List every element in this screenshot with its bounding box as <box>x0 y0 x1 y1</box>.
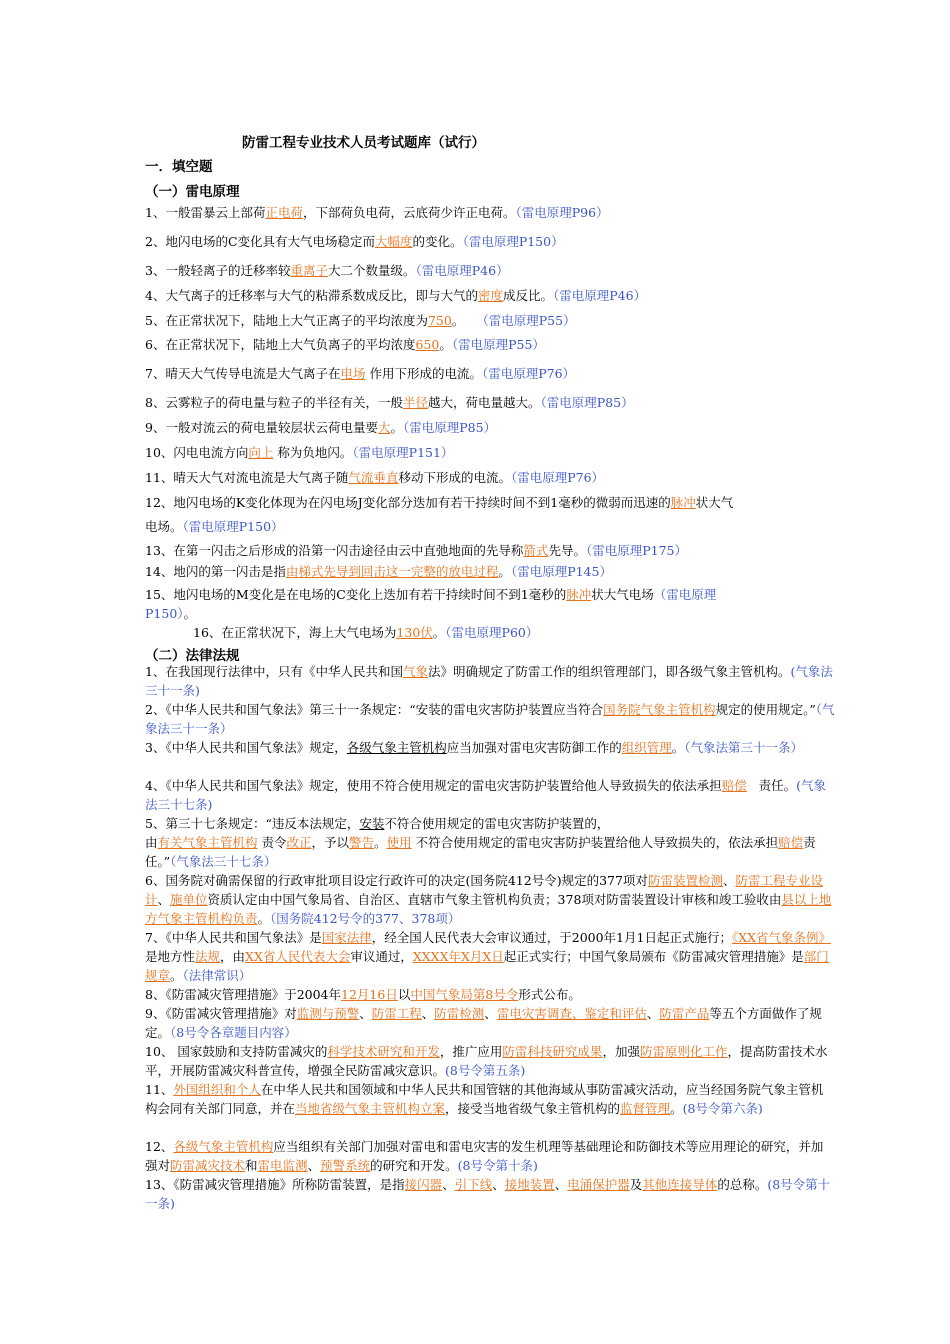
reference: （雷电原理P175） <box>585 543 687 558</box>
answer: 组织管理 <box>621 740 672 755</box>
underlined-text: 各级气象主管机构 <box>346 740 447 755</box>
answer: 密度 <box>477 288 503 303</box>
reference: (8号令第十条) <box>457 1158 538 1173</box>
answer: 其他连接导体 <box>642 1177 718 1192</box>
answer: 气象 <box>402 664 428 679</box>
question-item: 16、在正常状况下，海上大气电场为130伏。（雷电原理P60） <box>193 625 539 640</box>
reference: （气象法三十七条） <box>170 854 277 869</box>
answer: 监督管理 <box>620 1101 671 1116</box>
answer: 防雷原则化工作 <box>639 1044 728 1059</box>
answer: 雷电灾害调查、鉴定和评估 <box>496 1006 647 1021</box>
question-item-continuation: 电场。（雷电原理P150） <box>145 519 284 534</box>
answer: 接闪器 <box>404 1177 443 1192</box>
question-item: 15、地闪电场的M变化是在电场的C变化上迭加有若干持续时间不到1毫秒的脉冲状大气电场（雷电原理 <box>145 587 717 602</box>
question-item: 4、《中华人民共和国气象法》规定，使用不符合使用规定的雷电灾害防护装置给他人导致损失的依法承担赔偿 责任。(气象法三十七条) <box>145 778 827 812</box>
answer: 《XX省气象条例》 <box>731 930 832 945</box>
reference: （国务院412号令的377、378项） <box>270 911 461 926</box>
question-item: 13、《防雷减灾管理措施》所称防雷装置，是指接闪器、引下线、接地装置、电涌保护器及其他连接导体的总称。(8号令第十一条) <box>145 1177 831 1211</box>
answer: 由梯式先导到回击这一完整的放电过程 <box>285 564 499 579</box>
question-item: 7、晴天大气传导电流是大气离子在电场 作用下形成的电流。（雷电原理P76） <box>145 366 576 381</box>
answer: 650 <box>415 337 440 352</box>
answer: 正电荷 <box>265 205 303 220</box>
reference: （雷电原理P151） <box>352 445 454 460</box>
reference: （8号令各章题目内容） <box>170 1025 297 1040</box>
answer: 12月16日 <box>341 987 398 1002</box>
reference: (8号令第六条) <box>682 1101 763 1116</box>
answer: XXXX年X月X日 <box>412 949 504 964</box>
answer: 引下线 <box>454 1177 493 1192</box>
question-item: 13、在第一闪击之后形成的沿第一闪击途径由云中直弛地面的先导称箭式先导。（雷电原理P175） <box>145 543 687 558</box>
question-item: 3、《中华人民共和国气象法》规定，各级气象主管机构应当加强对雷电灾害防御工作的组织管理。（气象法第三十一条） <box>145 740 804 755</box>
answer: 预警系统 <box>320 1158 371 1173</box>
reference: (8号令第五条) <box>445 1063 526 1078</box>
answer: XX省人民代表大会 <box>245 949 351 964</box>
reference: （雷电原理P60） <box>445 625 539 640</box>
question-item: 10、 国家鼓励和支持防雷减灾的科学技术研究和开发，推广应用防雷科技研究成果，加强防雷原则化工作，提高防雷技术水平，开展防雷减灾科普宣传，增强全民防雷减灾意识。(8号令第五条) <box>145 1044 828 1078</box>
reference: （气象法第三十一条） <box>684 740 804 755</box>
answer: 当地省级气象主管机构立案 <box>295 1101 446 1116</box>
reference: (8号令第十一条) <box>145 1177 831 1211</box>
answer: 县以上地方气象主管机构负责 <box>145 892 832 926</box>
reference: （雷电原理P46） <box>553 288 647 303</box>
reference: （法律常识） <box>182 968 252 983</box>
reference: (气象法三十七条) <box>145 778 827 812</box>
answer: 箭式 <box>523 543 549 558</box>
answer: 防雷科技研究成果 <box>502 1044 603 1059</box>
reference: （雷电原理P150） <box>462 234 564 249</box>
answer: 重离子 <box>290 263 328 278</box>
answer: 130伏 <box>396 625 433 640</box>
answer: 赔偿 <box>778 835 804 850</box>
answer: 改正 <box>286 835 312 850</box>
underlined-text: 安装 <box>359 816 385 831</box>
answer: 电涌保护器 <box>567 1177 630 1192</box>
reference: （雷电原理P85） <box>403 420 497 435</box>
question-item: 9、《防雷减灾管理措施》对监测与预警、防雷工程、防雷检测、雷电灾害调查、鉴定和评估、防雷产品等五个方面做作了规定。（8号令各章题目内容） <box>145 1006 822 1040</box>
answer: 防雷装置检测 <box>647 873 723 888</box>
subsection-heading: （二）法律法规 <box>145 648 240 664</box>
question-item: 1、一般雷暴云上部荷正电荷，下部荷负电荷，云底荷少许正电荷。（雷电原理P96） <box>145 205 609 220</box>
reference: （雷电原理P46） <box>415 263 509 278</box>
answer: 国务院气象主管机构 <box>603 702 716 717</box>
reference: （雷电原理P145） <box>510 564 612 579</box>
question-item: 14、地闪的第一闪击是指由梯式先导到回击这一完整的放电过程。（雷电原理P145） <box>145 564 612 579</box>
answer: 向上 <box>248 445 274 460</box>
answer: 接地装置 <box>504 1177 555 1192</box>
answer: 防雷工程 <box>371 1006 422 1021</box>
answer: 电场 <box>340 366 366 381</box>
answer: 各级气象主管机构 <box>173 1139 274 1154</box>
reference: P150） <box>145 606 184 621</box>
answer: 脉冲 <box>566 587 592 602</box>
answer: 防雷产品 <box>659 1006 710 1021</box>
reference: （雷电原理P85） <box>540 395 634 410</box>
question-item: 2、《中华人民共和国气象法》第三十一条规定：“安装的雷电灾害防护装置应当符合国务院气象主管机构规定的使用规定。”（气象法三十一条） <box>145 702 835 736</box>
answer: 雷电监测 <box>257 1158 308 1173</box>
reference: （雷电原理P55） <box>451 337 545 352</box>
answer: 监测与预警 <box>296 1006 360 1021</box>
answer: 科学技术研究和开发 <box>327 1044 440 1059</box>
answer: 防雷检测 <box>434 1006 485 1021</box>
document-title: 防雷工程专业技术人员考试题库（试行） <box>242 135 485 151</box>
answer: 防雷工程专业设计 <box>145 873 823 907</box>
question-item: 3、一般轻离子的迁移率较重离子大二个数量级。（雷电原理P46） <box>145 263 509 278</box>
question-item: 1、在我国现行法律中，只有《中华人民共和国气象法》明确规定了防雷工作的组织管理部门，即各级气象主管机构。(气象法三十一条) <box>145 664 833 698</box>
answer: 半径 <box>402 395 428 410</box>
answer: 施单位 <box>170 892 208 907</box>
answer: 脉冲 <box>670 495 696 510</box>
question-item: 12、各级气象主管机构应当组织有关部门加强对雷电和雷电灾害的发生机理等基础理论和防御技术等应用理论的研究，并加强对防雷减灾技术和雷电监测、预警系统的研究和开发。(8号令第十条) <box>145 1139 824 1173</box>
answer: 大 <box>377 420 391 435</box>
question-item: 11、外国组织和个人在中华人民共和国领域和中华人民共和国管辖的其他海域从事防雷减灾活动，应当经国务院气象主管机构会同有关部门同意，并在当地省级气象主管机构立案，接受当地省级气象主管机构的监督管理。(8号令第六条) <box>145 1082 824 1116</box>
answer: 部门规章 <box>145 949 829 983</box>
reference: （雷电原理P96） <box>515 205 609 220</box>
question-item: 8、《防雷减灾管理措施》于2004年12月16日以中国气象局第8号令形式公布。 <box>145 987 581 1002</box>
reference: （雷电原理P55） <box>476 313 576 328</box>
answer: 中国气象局第8号令 <box>410 987 519 1002</box>
answer: 防雷减灾技术 <box>170 1158 246 1173</box>
question-item: 10、闪电电流方向向上 称为负地闪。（雷电原理P151） <box>145 445 454 460</box>
answer: 大幅度 <box>375 234 413 249</box>
question-item: 11、晴天大气对流电流是大气离子随气流垂直移动下形成的电流。（雷电原理P76） <box>145 470 605 485</box>
question-item: 5、在正常状况下，陆地上大气正离子的平均浓度为750。 （雷电原理P55） <box>145 313 576 328</box>
subsection-heading: （一）雷电原理 <box>145 184 240 200</box>
answer: 赔偿 <box>721 778 747 793</box>
reference: (气象法三十一条) <box>145 664 833 698</box>
question-item: 7、《中华人民共和国气象法》是国家法律，经全国人民代表大会审议通过，于2000年1月1日起正式施行；《XX省气象条例》是地方性法规，由XX省人民代表大会审议通过，XXXX年X月X日起正式实行；中国气象局颁布《防雷减灾管理措施》是部门规章。（法律常识） <box>145 930 832 983</box>
answer: 法规 <box>195 949 221 964</box>
question-item: 8、云雾粒子的荷电量与粒子的半径有关，一般半径越大，荷电量越大。（雷电原理P85） <box>145 395 634 410</box>
answer: 警告 <box>349 835 375 850</box>
question-item: 2、地闪电场的C变化具有大气电场稳定而大幅度的变化。（雷电原理P150） <box>145 234 564 249</box>
reference: （气象法三十一条） <box>145 702 835 736</box>
reference: （雷电原理 <box>653 587 717 602</box>
question-item: 4、大气离子的迁移率与大气的粘滞系数成反比，即与大气的密度成反比。（雷电原理P46） <box>145 288 647 303</box>
section-heading: 一．填空题 <box>145 159 213 175</box>
answer: 有关气象主管机构 <box>157 835 258 850</box>
question-item: 6、国务院对确需保留的行政审批项目设定行政许可的决定(国务院412号令)规定的377项对防雷装置检测、防雷工程专业设计、施单位资质认定由中国气象局省、自治区、直辖市气象主管机构负责；378项对防雷装置设计审核和竣工验收由县以上地方气象主管机构负责。（国务院412号令的377、378项） <box>145 873 832 926</box>
reference: （雷电原理P150） <box>182 519 284 534</box>
question-item: 9、一般对流云的荷电量较层状云荷电量要大。（雷电原理P85） <box>145 420 497 435</box>
answer: 外国组织和个人 <box>173 1082 261 1097</box>
answer: 750 <box>427 313 452 328</box>
question-item: 12、地闪电场的K变化体现为在闪电场J变化部分迭加有若干持续时间不到1毫秒的微弱而迅速的脉冲状大气 <box>145 495 734 510</box>
question-item-continuation: P150）。 <box>145 606 197 621</box>
answer: 国家法律 <box>321 930 372 945</box>
answer: 气流垂直 <box>348 470 399 485</box>
question-item: 5、第三十七条规定：“违反本法规定，安装不符合使用规定的雷电灾害防护装置的， 由有关气象主管机构 责令改正，予以警告。使用 不符合使用规定的雷电灾害防护装置给他人导致损失的，依法承担赔偿责任。”（气象法三十七条） <box>145 816 816 869</box>
answer: 使用 <box>386 835 412 850</box>
reference: （雷电原理P76） <box>481 366 576 381</box>
question-item: 6、在正常状况下，陆地上大气负离子的平均浓度650。（雷电原理P55） <box>145 337 545 352</box>
reference: （雷电原理P76） <box>510 470 605 485</box>
